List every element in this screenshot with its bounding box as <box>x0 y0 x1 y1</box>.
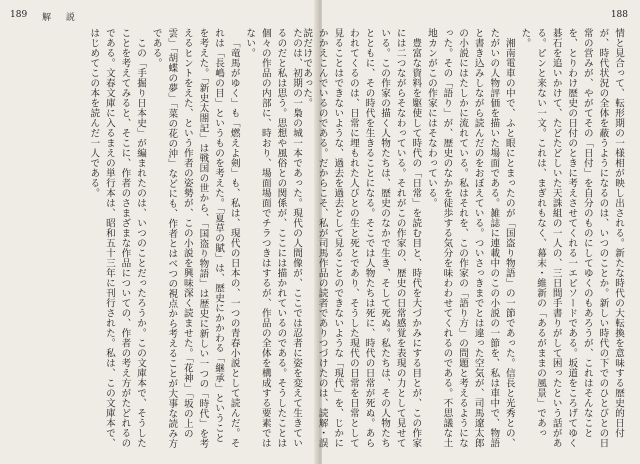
left-page-body <box>10 28 304 450</box>
paragraph: 情と見合って、転形期の一様相が映し出される。新たな時代の大転換を意味する歴史的日付が、時代状況の全体を蔽うようになるのは、いつのことか。新しい時代の下でのひとびとの日常の営みが、やがてその「日付」を自分のものにしてゆくのもあろうが、これはそんなことを、とりわけ歴史の日付のときに考えさせてくれる一エピソードである。坂道をころげてゆく碁石を追いかけて、たどたどしいた天誅組の一人の、三日間手書りがして困ったという話がある。ピンと来ない一文。これは、まぎれもなく、幕末・維新の「あるがままの風景」であった。 <box>519 28 624 448</box>
paragraph: 「竜馬がゆく」も「燃えよ剣」も、私は、現代の日本の、一つの青春小説として読んだ。それは「長嶋の目」というものを考えた。「夏草の賦」は、歴史にかかわる「継承」ということを考えた。「新史太閤記」は戦国の世から、「国盗り物語」は歴史に新しい一つの「時代」を考えるヒントをえた、という作者の姿勢が、この小説を興味深く読ませた。「花神」「坂の上の雲」「胡蝶の夢」「菜の花の沖」などにも、作者とはべつの視点から考えることが大事な読み方である。 <box>150 28 240 449</box>
paragraph: この「手掘り日本史」が編まれたのは、いつのことだったろうか。この文庫本で、そうしたことを考えてみると、そこに、作者のさまざまな作品についての、作者の考え方がたどれるのである。文春文庫に入るまえの単行本は、昭和五十三年に刊行された。私は、この文庫本で、はじめてこの本を読んだ一人である。 <box>88 28 147 448</box>
right-page <box>301 0 640 464</box>
page-number-left: 189 <box>10 10 28 20</box>
running-title: 解 説 <box>42 13 81 23</box>
page-number-right: 188 <box>610 10 628 20</box>
left-page <box>0 0 318 464</box>
right-page-body <box>301 28 626 450</box>
paragraph: たのは、初期の一梟の城一本であった。現代の人間像が、ここでは忍者に姿を変えて生きているのだと私は思う。思想や風俗との関係が、ここには描かれているのである。そうしたことは個々の作品の内部に、時おり、場面場面でチラつきはするが、作品の全体を構成する要素ではない。 <box>244 28 302 448</box>
paragraph: 豊富な資料を駆使して時代の「日常」を読む目と、時代を大づかみにする目とが、この作家には二つながらそなわっている。それがこの作家の、歴史の日常感覚を表現の力として見せている。この作家の描く人物たちは、歴史のなかで生き、そして死ぬ。私たちは、その人物たちとともに、その時代を生きることになる。そこでは人物たちは死に、時代の日常が死ぬ。あらわれてくるのは、日常に埋もれた人びとの生と死とであり、そうした現代の日常を日常として見ることはできないような、過去を過去として見ることのできないような「現代」を、じかにかかえこんでいるのである。だからこそ、私が司馬作品の読者でありつづけたのは、読解・誤読だけであった。 <box>301 28 422 448</box>
paragraph: 湘南電車の中で、ふと眼にとまったのが「国盗り物語」の一節であった。信長と光秀との、たがいの人物評価を描いた場面である。雑誌に連載中のこの小説の一節を、私は車中で、物語と書き込みしながら読んだのをおぼえている。ついさっきまでとは違った空気が、司馬遼太郎の小説にはたしかに流れている。私はそれを、この作家の「語り方」の問題と考えるようになった。その「語り」が、歴史のなかを徒歩する気分を味わわせてくれるのである。不思議な土地カンがこの作家にはそなわっている。 <box>425 28 515 448</box>
